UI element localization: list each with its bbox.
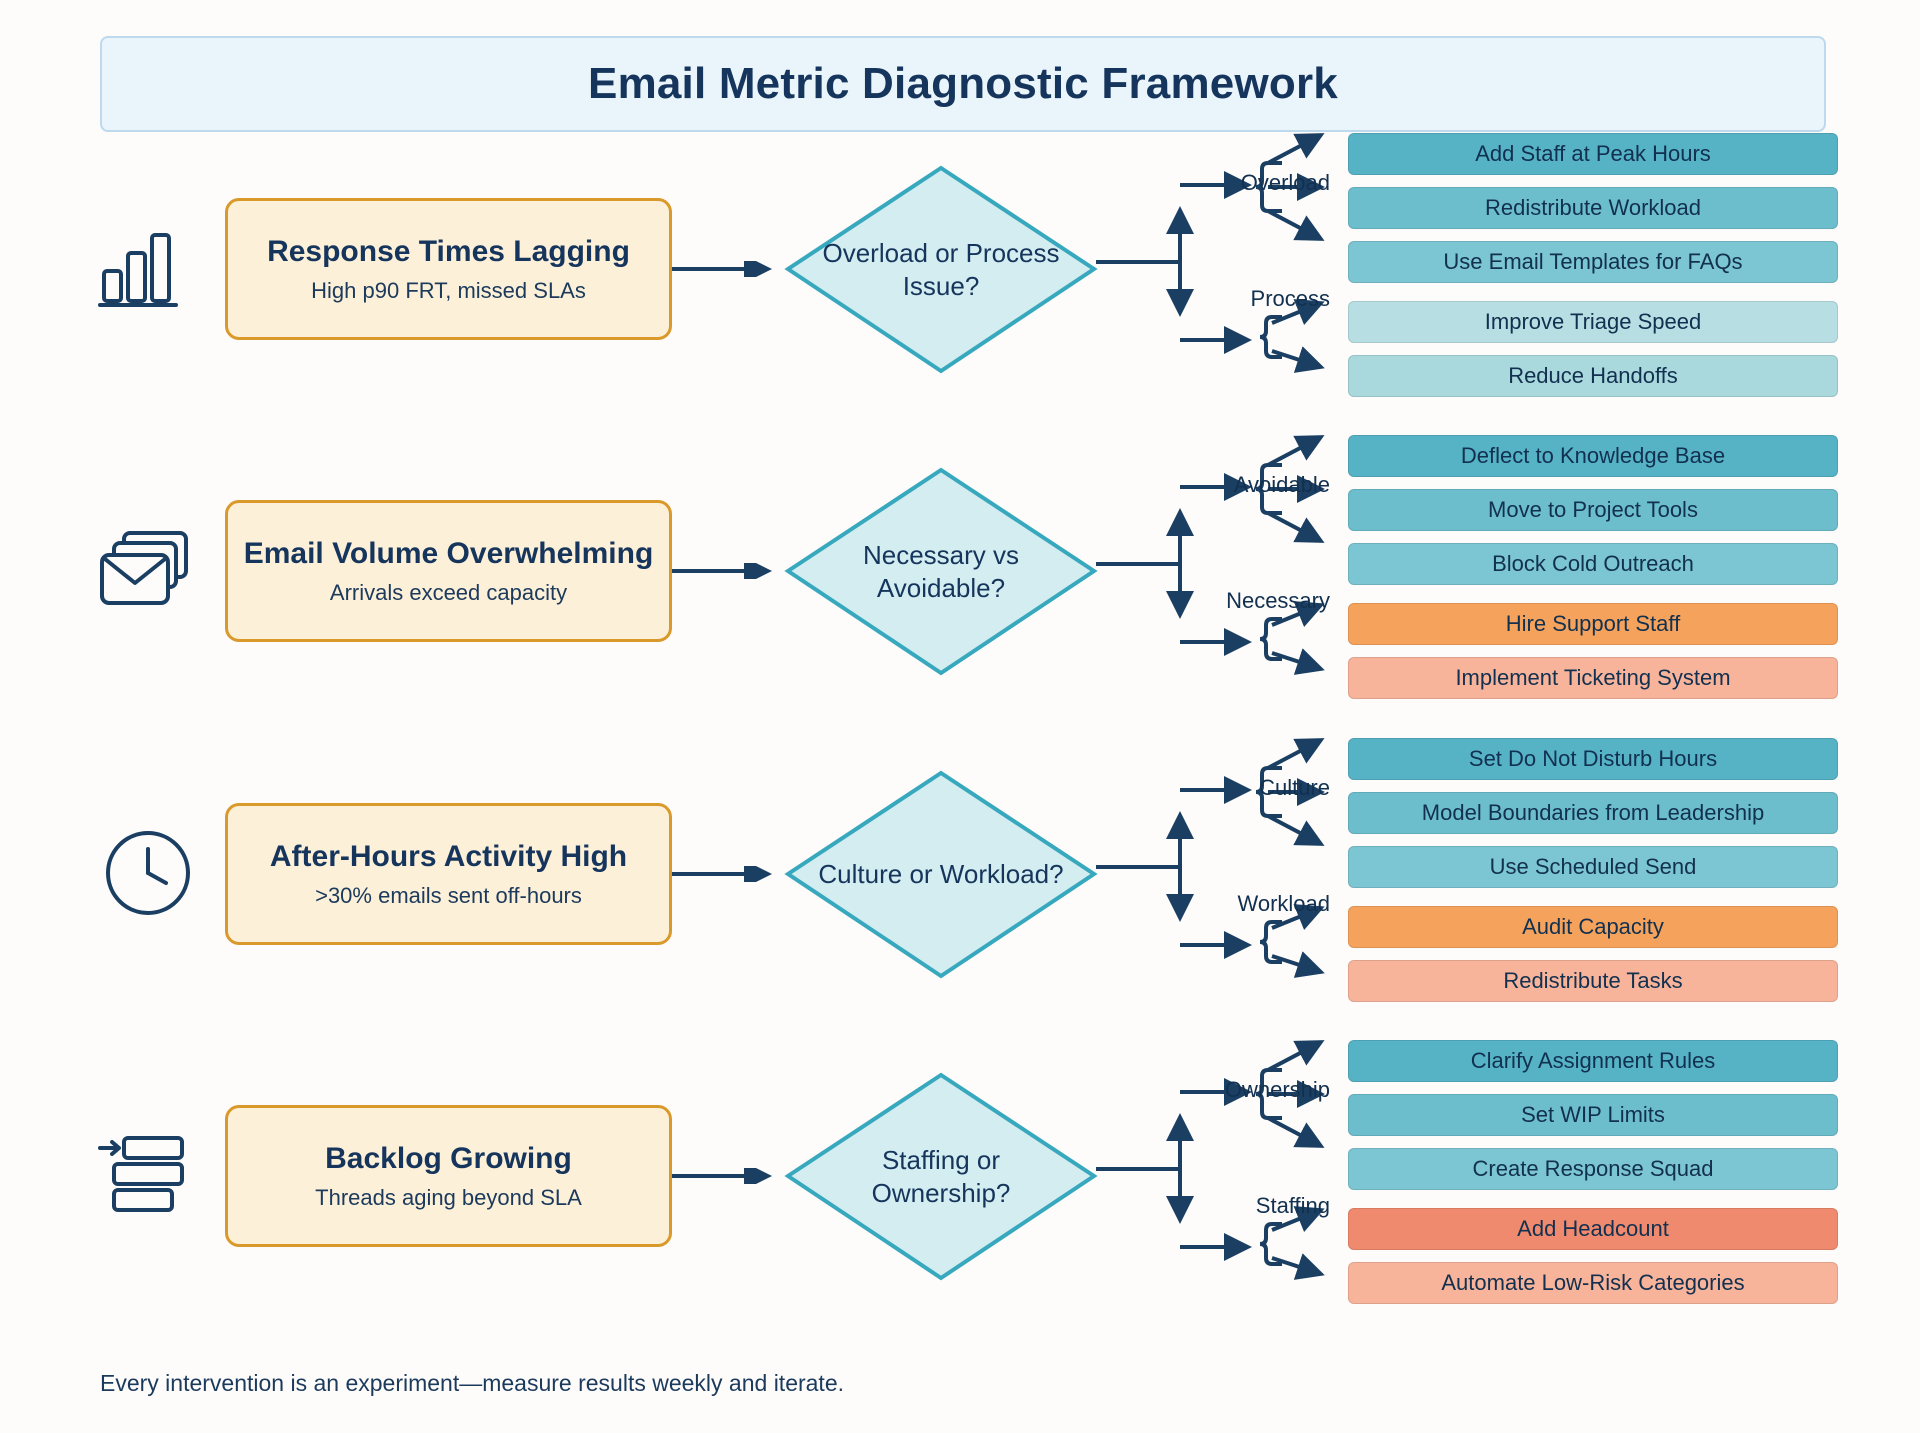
action-pill[interactable]: Audit Capacity: [1348, 906, 1838, 948]
branch-label: Overload: [1240, 170, 1330, 195]
arrow-card-to-decision: [672, 1168, 780, 1184]
diagnostic-row: [0, 141, 1920, 405]
branch-label: Process: [1250, 286, 1330, 311]
footer-note: Every intervention is an experiment—measure results weekly and iterate.: [100, 1370, 845, 1396]
decision-label: Overload or Process Issue?: [822, 238, 1060, 301]
problem-subtitle: >30% emails sent off-hours: [315, 883, 582, 909]
action-pill[interactable]: Clarify Assignment Rules: [1348, 1040, 1838, 1082]
action-pill[interactable]: Add Headcount: [1348, 1208, 1838, 1250]
arrow-card-to-decision: [672, 563, 780, 579]
decision-label: Necessary vs Avoidable?: [862, 540, 1020, 603]
action-pill[interactable]: Model Boundaries from Leadership: [1348, 792, 1838, 834]
problem-title: Response Times Lagging: [267, 234, 630, 268]
action-pill[interactable]: Use Email Templates for FAQs: [1348, 241, 1838, 283]
decision-diamond: [782, 162, 1100, 377]
action-pill[interactable]: Set Do Not Disturb Hours: [1348, 738, 1838, 780]
action-pill[interactable]: Move to Project Tools: [1348, 489, 1838, 531]
problem-subtitle: Arrivals exceed capacity: [329, 580, 568, 606]
branch-label: Workload: [1237, 891, 1330, 916]
action-pill[interactable]: Implement Ticketing System: [1348, 657, 1838, 699]
action-pill[interactable]: Reduce Handoffs: [1348, 355, 1838, 397]
action-pill[interactable]: Improve Triage Speed: [1348, 301, 1838, 343]
branch-label: Ownership: [1224, 1077, 1330, 1102]
branch-label: Staffing: [1255, 1193, 1330, 1218]
backlog-icon: [95, 1122, 200, 1227]
problem-title: Backlog Growing: [325, 1141, 572, 1175]
problem-title: Email Volume Overwhelming: [243, 536, 654, 570]
decision-diamond: [782, 767, 1100, 982]
branch-label: Necessary: [1226, 588, 1330, 613]
arrow-card-to-decision: [672, 866, 780, 882]
action-pill[interactable]: Automate Low-Risk Categories: [1348, 1262, 1838, 1304]
action-pill[interactable]: Hire Support Staff: [1348, 603, 1838, 645]
action-pill[interactable]: Block Cold Outreach: [1348, 543, 1838, 585]
page-title-text: Email Metric Diagnostic Framework: [588, 59, 1338, 108]
decision-diamond: [782, 1069, 1100, 1284]
action-pill[interactable]: Redistribute Workload: [1348, 187, 1838, 229]
action-pill[interactable]: Add Staff at Peak Hours: [1348, 133, 1838, 175]
diagnostic-row: [0, 443, 1920, 707]
problem-card: [225, 500, 672, 642]
action-pill[interactable]: Use Scheduled Send: [1348, 846, 1838, 888]
problem-card: [225, 1105, 672, 1247]
action-pill[interactable]: Create Response Squad: [1348, 1148, 1838, 1190]
problem-card: [225, 198, 672, 340]
page-title: [100, 36, 1826, 132]
diagnostic-row: [0, 746, 1920, 1010]
bar-chart-icon: [95, 215, 200, 320]
action-pill[interactable]: Deflect to Knowledge Base: [1348, 435, 1838, 477]
branch-label: Avoidable: [1233, 472, 1330, 497]
problem-subtitle: Threads aging beyond SLA: [315, 1185, 582, 1211]
action-pill[interactable]: Redistribute Tasks: [1348, 960, 1838, 1002]
decision-label: Culture or Workload?: [818, 859, 1064, 890]
problem-title: After-Hours Activity High: [269, 839, 628, 873]
clock-icon: [95, 820, 200, 925]
diagnostic-row: [0, 1048, 1920, 1312]
arrow-card-to-decision: [672, 261, 780, 277]
decision-diamond: [782, 464, 1100, 679]
action-pill[interactable]: Set WIP Limits: [1348, 1094, 1838, 1136]
problem-card: [225, 803, 672, 945]
problem-subtitle: High p90 FRT, missed SLAs: [311, 278, 586, 304]
envelopes-icon: [95, 517, 200, 622]
branch-label: Culture: [1259, 775, 1330, 800]
decision-label: Staffing or Ownership?: [871, 1145, 1011, 1208]
